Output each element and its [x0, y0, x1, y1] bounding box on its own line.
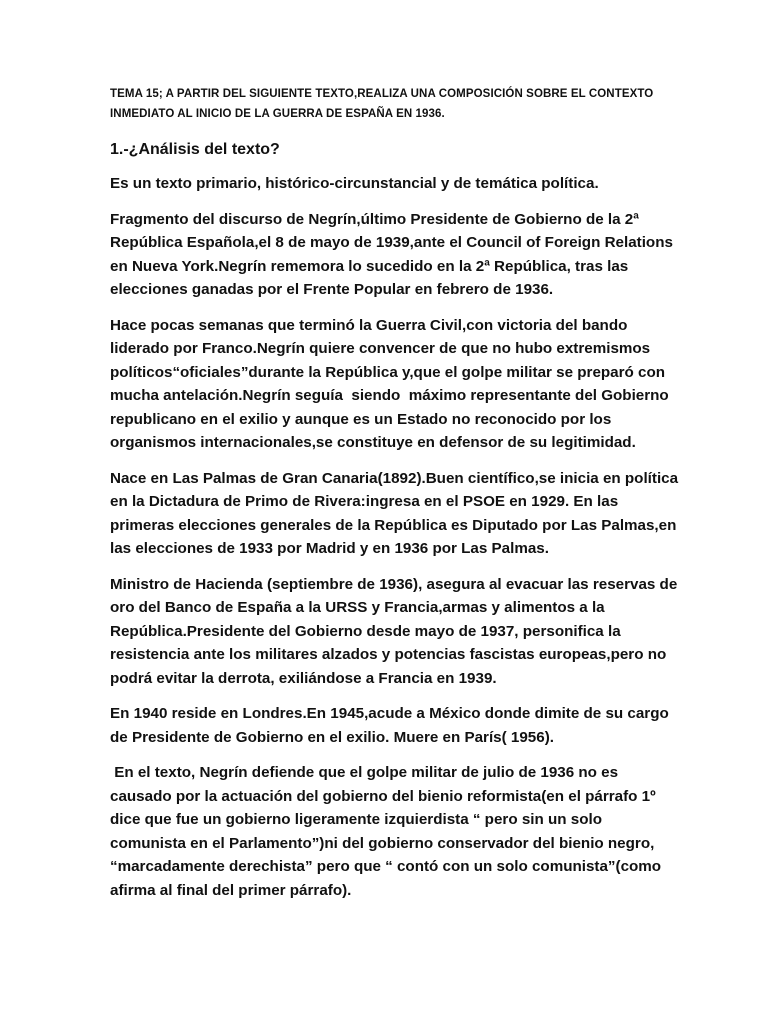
document-body — [110, 84, 682, 914]
paragraph-biography: Nace en Las Palmas de Gran Canaria(1892).Buen científico,se inicia en política en la Dictadura de Primo de Rivera:ingresa en el PSOE en 1929. En las primeras elecciones generales de la República es Diputado por Las Palmas,en las elecciones de 1933 por Madrid y en 1936 por Las Palmas. — [110, 469, 683, 557]
paragraph-text-type: Es un texto primario, histórico-circunstancial y de temática política. — [110, 175, 599, 192]
paragraph-context: Hace pocas semanas que terminó la Guerra Civil,con victoria del bando liderado por Franco.Negrín quiere convencer de que no hubo extremismos políticos“oficiales”durante la República y,que el golpe militar se preparó con mucha antelación.Negrín seguía siendo máximo representante del Gobierno republicano en el exilio y aunque es un Estado no reconocido por los organismos internacionales,se constituye en defensor de su legitimidad. — [110, 316, 673, 451]
paragraph-fragment: Fragmento del discurso de Negrín,último Presidente de Gobierno de la 2ª República Española,el 8 de mayo de 1939,ante el Council of Foreign Relations en Nueva York.Negrín rememora lo sucedido en la 2ª República, tras las elecciones ganadas por el Frente Popular en febrero de 1936. — [110, 210, 678, 298]
section-heading: 1.-¿Análisis del texto? — [110, 141, 280, 158]
paragraph-minister: Ministro de Hacienda (septiembre de 1936), asegura al evacuar las reservas de oro del Banco de España a la URSS y Francia,armas y alimentos a la República.Presidente del Gobierno desde mayo de 1937, personifica la resistencia ante los militares alzados y potencias fascistas europeas,pero no podrá evitar la derrota, exiliándose a Francia en 1939. — [110, 575, 682, 687]
document-title: TEMA 15; A PARTIR DEL SIGUIENTE TEXTO,REALIZA UNA COMPOSICIÓN SOBRE EL CONTEXTO INMEDIATO AL INICIO DE LA GUERRA DE ESPAÑA EN 1936. — [110, 88, 654, 120]
paragraph-exile: En 1940 reside en Londres.En 1945,acude a México donde dimite de su cargo de Presidente de Gobierno en el exilio. Muere en París( 1956). — [110, 705, 673, 746]
paragraph-analysis: En el texto, Negrín defiende que el golpe militar de julio de 1936 no es causado por la actuación del gobierno del bienio reformista(en el párrafo 1º dice que fue un gobierno ligeramente izquierdista “ pero sin un solo comunista en el Parlamento”)ni del gobierno conservador del bienio negro, “marcadamente derechista” pero que “ contó con un solo comunista”(como afirma al final del primer párrafo). — [110, 764, 666, 899]
